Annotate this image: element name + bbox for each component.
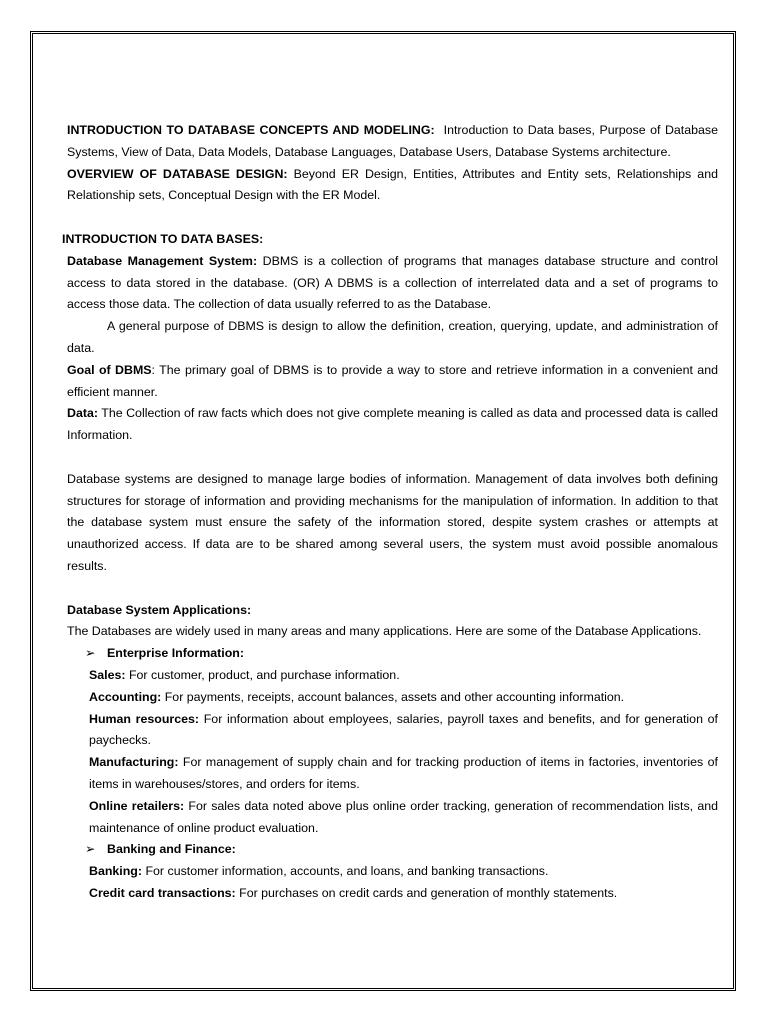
document-body: [62, 120, 719, 905]
intro-text-1: Introduction to Data bases, Purpose of Database Systems, View of Data, Data Models, Database Languages, Database Users, Database Systems architecture.: [67, 123, 718, 159]
item-text: For purchases on credit cards and generation of monthly statements.: [239, 885, 618, 900]
intro-text-2: Beyond ER Design, Entities, Attributes and Entity sets, Relationships and Relationship sets, Conceptual Design with the ER Model.: [67, 166, 718, 203]
group-title: Enterprise Information:: [107, 646, 244, 661]
dbms-paragraph: [67, 251, 718, 316]
arrow-bullet-icon: ➢: [85, 646, 96, 661]
goal-label: Goal of DBMS: [67, 362, 152, 377]
item-text: For customer information, accounts, and loans, and banking transactions.: [145, 864, 549, 879]
item-label: Accounting:: [89, 689, 162, 704]
data-label: Data:: [67, 406, 98, 421]
list-item: [89, 883, 718, 905]
item-text: For sales data noted above plus online order tracking, generation of recommendation lists, and maintenance of online product evaluation.: [89, 798, 718, 835]
purpose-paragraph: A general purpose of DBMS is design to allow the definition, creation, querying, update, and administration of data.: [67, 319, 718, 355]
item-label: Banking:: [89, 864, 143, 879]
intro-paragraph-1: [67, 120, 718, 164]
dbms-text: DBMS is a collection of programs that manages database structure and control access to data stored in the database. (OR) A DBMS is a collection of interrelated data and a set of programs to access those data. The collection of data usually referred to as the Database.: [67, 253, 718, 312]
intro-heading-2: OVERVIEW OF DATABASE DESIGN:: [67, 166, 288, 181]
applications-title: Database System Applications:: [67, 602, 252, 617]
list-item: [89, 752, 718, 796]
group-heading-enterprise: [85, 643, 718, 665]
dbms-label: Database Management System:: [67, 253, 258, 268]
group-heading-banking: [85, 839, 718, 861]
item-text: For payments, receipts, account balances, assets and other accounting information.: [164, 689, 625, 704]
item-text: For customer, product, and purchase information.: [128, 667, 400, 682]
data-text: The Collection of raw facts which does not give complete meaning is called as data and processed data is called Information.: [67, 406, 719, 443]
arrow-bullet-icon: ➢: [85, 842, 96, 857]
item-label: Manufacturing:: [89, 755, 179, 770]
data-paragraph: [67, 403, 718, 447]
goal-paragraph: [67, 360, 718, 404]
list-item: [89, 861, 718, 883]
systems-paragraph: Database systems are designed to manage large bodies of information. Management of data involves both defining structures for storage of information and providing mechanisms for the manipulation of information. In addition to that the database system must ensure the safety of the information stored, despite system crashes or attempts at unauthorized access. If data are to be shared among several users, the system must avoid possible anomalous results.: [67, 471, 718, 573]
list-item: [89, 709, 718, 753]
applications-intro: The Databases are widely used in many areas and many applications. Here are some of the Database Applications.: [67, 624, 702, 639]
item-label: Human resources:: [89, 711, 200, 726]
item-label: Online retailers:: [89, 798, 185, 813]
intro-heading-1: INTRODUCTION TO DATABASE CONCEPTS AND MODELING:: [67, 123, 435, 137]
intro-paragraph-2: [67, 164, 718, 208]
goal-text: : The primary goal of DBMS is to provide a way to store and retrieve information in a convenient and efficient manner.: [67, 362, 718, 399]
item-label: Credit card transactions:: [89, 885, 236, 900]
item-text: For management of supply chain and for tracking production of items in factories, inventories of items in warehouses/stores, and orders for items.: [89, 755, 718, 791]
item-label: Sales:: [89, 667, 126, 682]
section-title: INTRODUCTION TO DATA BASES:: [62, 231, 264, 246]
item-text: For information about employees, salaries, payroll taxes and benefits, and for generation of paychecks.: [89, 711, 718, 748]
group-title: Banking and Finance:: [107, 842, 236, 857]
list-item: [89, 796, 718, 840]
list-item: [89, 665, 718, 687]
list-item: [89, 687, 718, 709]
